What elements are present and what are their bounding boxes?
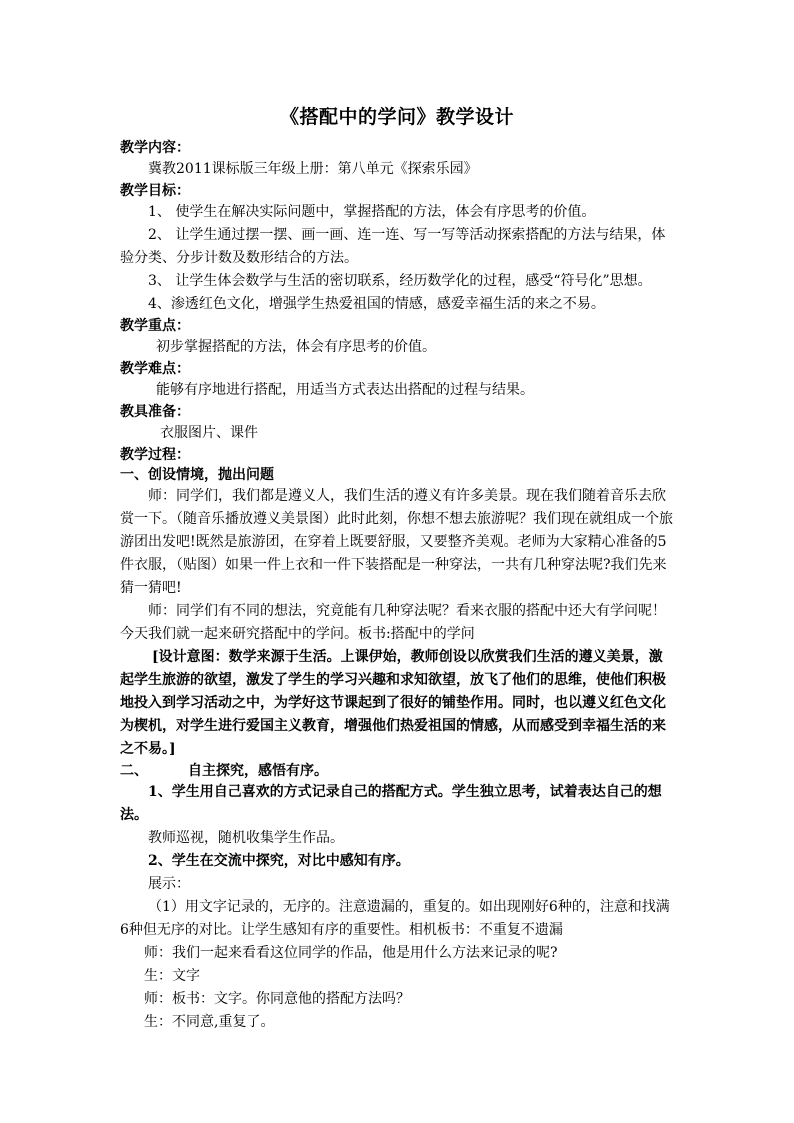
part2-paragraph-5: （1）用文字记录的，无序的。注意遗漏的，重复的。如出现刚好6种的，注意和找满6种但无序的对比。让学生感知有序的重要性。相机板书：不重复不遗漏 xyxy=(120,899,670,938)
part1-paragraph-2: 师：同学们有不同的想法，究竟能有几种穿法呢？看来衣服的搭配中还大有学问呢！今天我们就一起来研究搭配中的学问。板书:搭配中的学问 xyxy=(120,603,666,642)
difficulties-heading: 教学难点： xyxy=(120,361,190,377)
goal-3: 3、 让学生体会数学与生活的密切联系，经历数学化的过程，感受“符号化”思想。 xyxy=(148,273,652,289)
part2-paragraph-3: 2、学生在交流中探究，对比中感知有序。 xyxy=(148,853,410,869)
part2-paragraph-2: 教师巡视，随机收集学生作品。 xyxy=(148,830,344,846)
part2-title: 自主探究，感悟有序。 xyxy=(188,763,328,779)
goals-heading: 教学目标： xyxy=(120,183,190,199)
part2-paragraph-4: 展示： xyxy=(148,876,190,892)
key-points-heading: 教学重点： xyxy=(120,318,190,334)
goal-2: 2、 让学生通过摆一摆、画一画、连一连、写一写等活动探索搭配的方法与结果，体验分类、分步计数及数形结合的方法。 xyxy=(120,227,666,266)
goal-1: 1、 使学生在解决实际问题中，掌握搭配的方法，体会有序思考的价值。 xyxy=(148,204,596,220)
dialog-line-4: 生：不同意,重复了。 xyxy=(144,1014,275,1030)
part1-paragraph-1: 师：同学们，我们都是遵义人，我们生活的遵义有许多美景。现在我们随着音乐去欣赏一下。（随音乐播放遵义美景图）此时此刻，你想不想去旅游呢？我们现在就组成一个旅游团出发吧!既然是旅游团，在穿着上既要舒服，又要整齐美观。老师为大家精心准备的5件衣服，（贴图）如果一件上衣和一件下装搭配是一种穿法，一共有几种穿法呢?我们先来猜一猜吧! xyxy=(120,488,673,596)
difficulties-text: 能够有序地进行搭配，用适当方式表达出搭配的过程与结果。 xyxy=(156,382,534,398)
content-text: 冀教2011课标版三年级上册：第八单元《探索乐园》 xyxy=(148,161,478,177)
goal-4: 4、渗透红色文化，增强学生热爱祖国的情感，感爱幸福生活的来之不易。 xyxy=(148,296,605,312)
dialog-line-3: 师：板书：文字。你同意他的搭配方法吗？ xyxy=(144,991,410,1007)
design-intent: [设计意图：数学来源于生活。上课伊始，教师创设以欣赏我们生活的遵义美景，激起学生旅游的欲望，激发了学生的学习兴趣和求知欲望，放飞了他们的思维，使他们积极地投入到学习活动之中，为学好这节课起到了很好的铺垫作用。同时，也以遵义红色文化为楔机，对学生进行爱国主义教育，增强他们热爱祖国的情感，从而感受到幸福生活的来之不易。] xyxy=(120,649,666,757)
dialog-line-2: 生：文字 xyxy=(144,968,200,984)
part2-paragraph-1: 1、学生用自己喜欢的方式记录自己的搭配方式。学生独立思考，试着表达自己的想法。 xyxy=(120,784,662,823)
document-title: 《搭配中的学问》教学设计 xyxy=(279,106,514,128)
key-points-text: 初步掌握搭配的方法，体会有序思考的价值。 xyxy=(156,339,436,355)
dialog-line-1: 师：我们一起来看看这位同学的作品，他是用什么方法来记录的呢? xyxy=(144,945,558,961)
tools-text: 衣服图片、课件 xyxy=(160,425,258,441)
process-heading: 教学过程： xyxy=(120,447,190,463)
tools-heading: 教具准备： xyxy=(120,404,190,420)
content-heading: 教学内容： xyxy=(120,140,190,156)
document-body xyxy=(120,138,675,1034)
part1-heading: 一、创设情境，抛出问题 xyxy=(120,467,274,483)
part2-number: 二、 xyxy=(120,763,148,779)
part2-heading xyxy=(120,761,675,781)
